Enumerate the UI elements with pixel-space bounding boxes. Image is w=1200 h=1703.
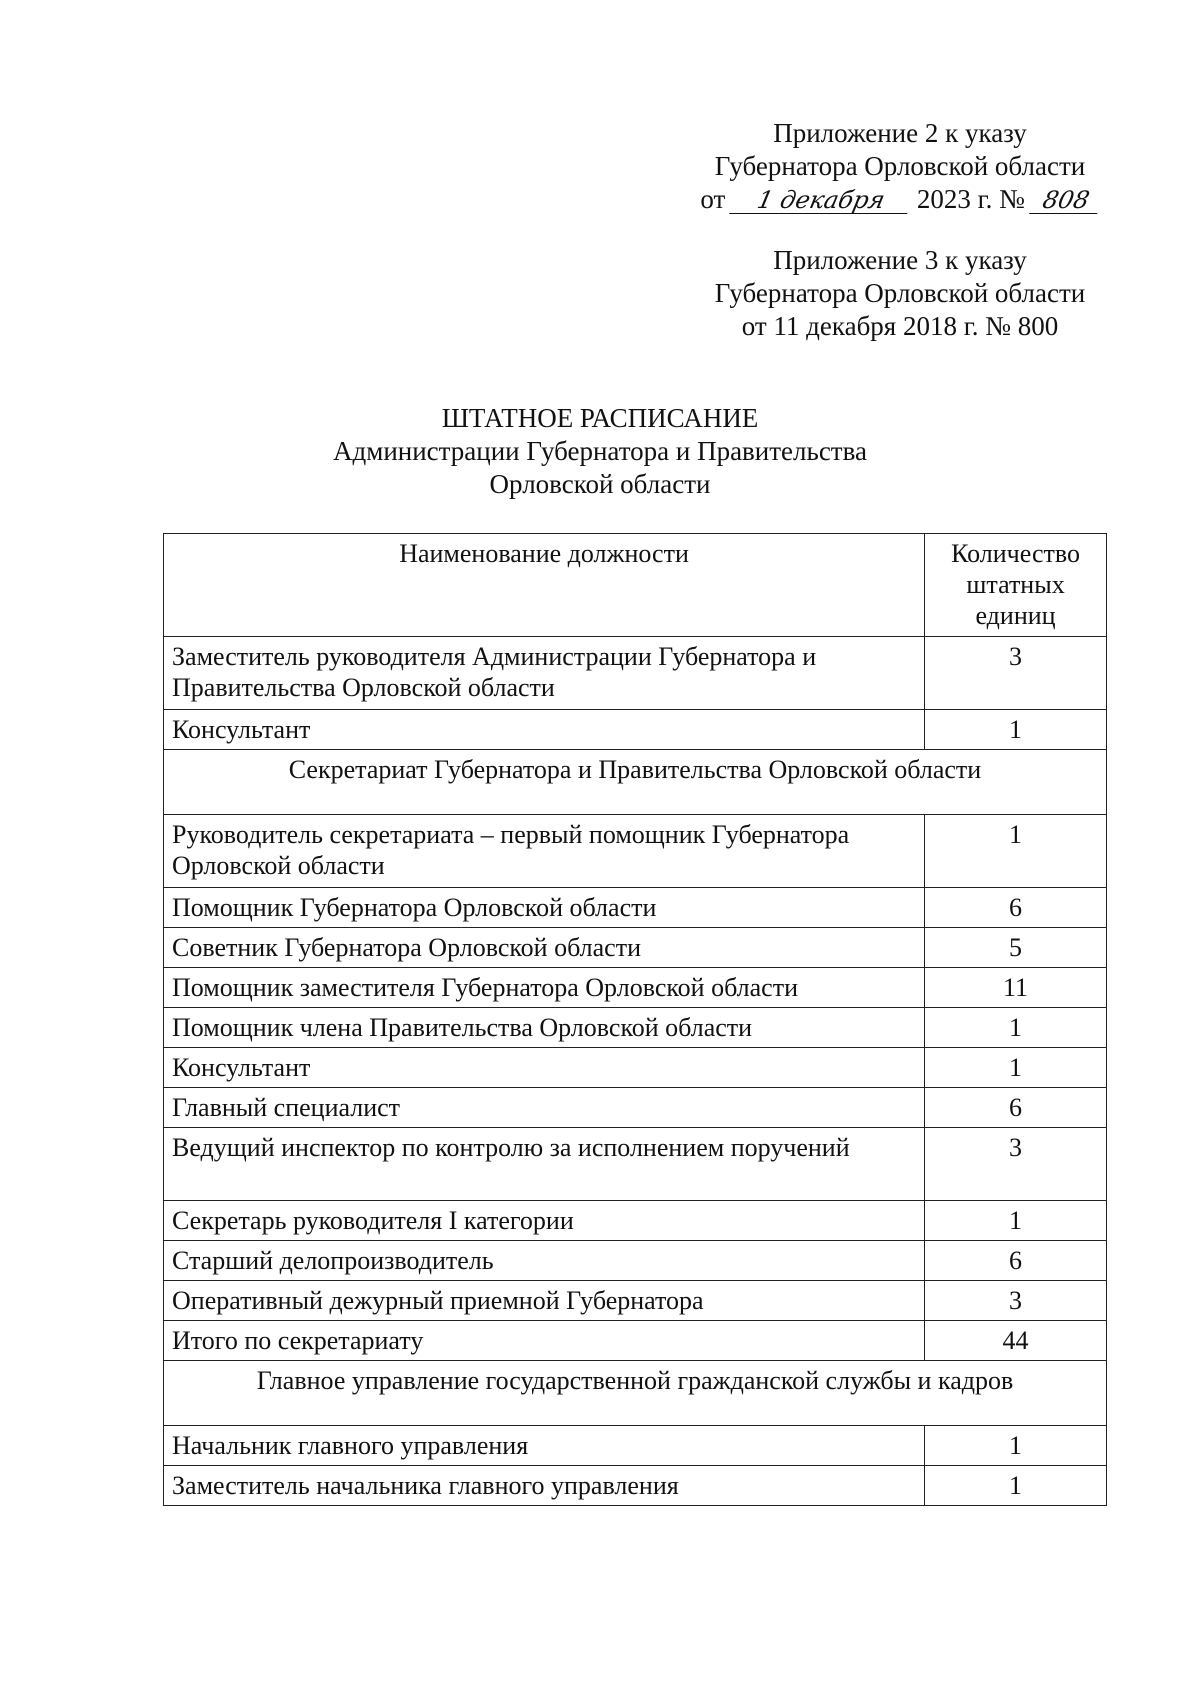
staff-count: 1: [925, 1008, 1107, 1048]
table-row: [164, 637, 1107, 710]
annex-current-line2: Губернатора Орловской области: [714, 151, 1086, 181]
position-name: Главный специалист: [164, 1088, 925, 1128]
table-row: [164, 1281, 1107, 1321]
staff-count: 1: [925, 1201, 1107, 1241]
staff-count: 44: [925, 1321, 1107, 1361]
position-name: Оперативный дежурный приемной Губернатора: [164, 1281, 925, 1321]
staff-count: 6: [925, 1088, 1107, 1128]
position-name: Помощник Губернатора Орловской области: [164, 888, 925, 928]
table-row: [164, 968, 1107, 1008]
document-title: [150, 402, 1050, 501]
staff-count: 1: [925, 1426, 1107, 1466]
position-name: Заместитель начальника главного управления: [164, 1466, 925, 1506]
table-row: [164, 1426, 1107, 1466]
position-name: Секретарь руководителя I категории: [164, 1201, 925, 1241]
table-row: [164, 815, 1107, 888]
staff-count: 3: [925, 1128, 1107, 1201]
section-row: [164, 1361, 1107, 1426]
position-name: Начальник главного управления: [164, 1426, 925, 1466]
position-name: Итого по секретариату: [164, 1321, 925, 1361]
position-name: Ведущий инспектор по контролю за исполнением поручений: [164, 1128, 925, 1201]
title-line3: Орловской области: [489, 469, 711, 499]
position-name: Руководитель секретариата – первый помощник Губернатора Орловской области: [164, 815, 925, 888]
header-position-name: Наименование должности: [164, 534, 925, 637]
handwritten-date: 1 декабря: [729, 187, 913, 214]
section-title: Секретариат Губернатора и Правительства Орловской области: [164, 750, 1107, 815]
staff-count: 3: [925, 637, 1107, 710]
title-line2: Администрации Губернатора и Правительства: [333, 436, 867, 466]
staff-count: 6: [925, 1241, 1107, 1281]
table-row: [164, 1008, 1107, 1048]
table-row: [164, 1321, 1107, 1361]
section-row: [164, 750, 1107, 815]
header-staff-count: Количество штатных единиц: [925, 534, 1107, 637]
staff-count: 1: [925, 1048, 1107, 1088]
staff-count: 3: [925, 1281, 1107, 1321]
table-row: [164, 1466, 1107, 1506]
staff-table-body: [164, 637, 1107, 1506]
position-name: Помощник члена Правительства Орловской области: [164, 1008, 925, 1048]
table-row: [164, 1088, 1107, 1128]
staff-count: 6: [925, 888, 1107, 928]
position-name: Консультант: [164, 710, 925, 750]
annex-from-label: от: [700, 184, 726, 214]
title-line1: ШТАТНОЕ РАСПИСАНИЕ: [441, 403, 759, 433]
position-name: Помощник заместителя Губернатора Орловской области: [164, 968, 925, 1008]
table-row: [164, 1128, 1107, 1201]
annex-previous-line3: от 11 декабря 2018 г. № 800: [741, 311, 1059, 341]
annex-year-text: 2023 г. №: [916, 184, 1025, 214]
annex-previous-header: [690, 244, 1110, 343]
section-title: Главное управление государственной гражданской службы и кадров: [164, 1361, 1107, 1426]
table-row: [164, 1241, 1107, 1281]
annex-current-line1: Приложение 2 к указу: [773, 118, 1027, 148]
annex-previous-line2: Губернатора Орловской области: [714, 278, 1086, 308]
table-row: [164, 1201, 1107, 1241]
annex-previous-line1: Приложение 3 к указу: [773, 245, 1027, 275]
staff-count: 11: [925, 968, 1107, 1008]
table-row: [164, 710, 1107, 750]
position-name: Заместитель руководителя Администрации Губернатора и Правительства Орловской области: [164, 637, 925, 710]
table-row: [164, 928, 1107, 968]
table-row: [164, 888, 1107, 928]
annex-current-line3: [690, 183, 1110, 216]
table-header-row: [164, 534, 1107, 637]
staff-count: 1: [925, 1466, 1107, 1506]
annex-current-header: [690, 117, 1110, 216]
handwritten-number: 808: [1029, 187, 1103, 214]
staff-count: 1: [925, 710, 1107, 750]
position-name: Советник Губернатора Орловской области: [164, 928, 925, 968]
staff-table: [163, 533, 1107, 1506]
table-row: [164, 1048, 1107, 1088]
position-name: Консультант: [164, 1048, 925, 1088]
staff-count: 5: [925, 928, 1107, 968]
staff-count: 1: [925, 815, 1107, 888]
position-name: Старший делопроизводитель: [164, 1241, 925, 1281]
